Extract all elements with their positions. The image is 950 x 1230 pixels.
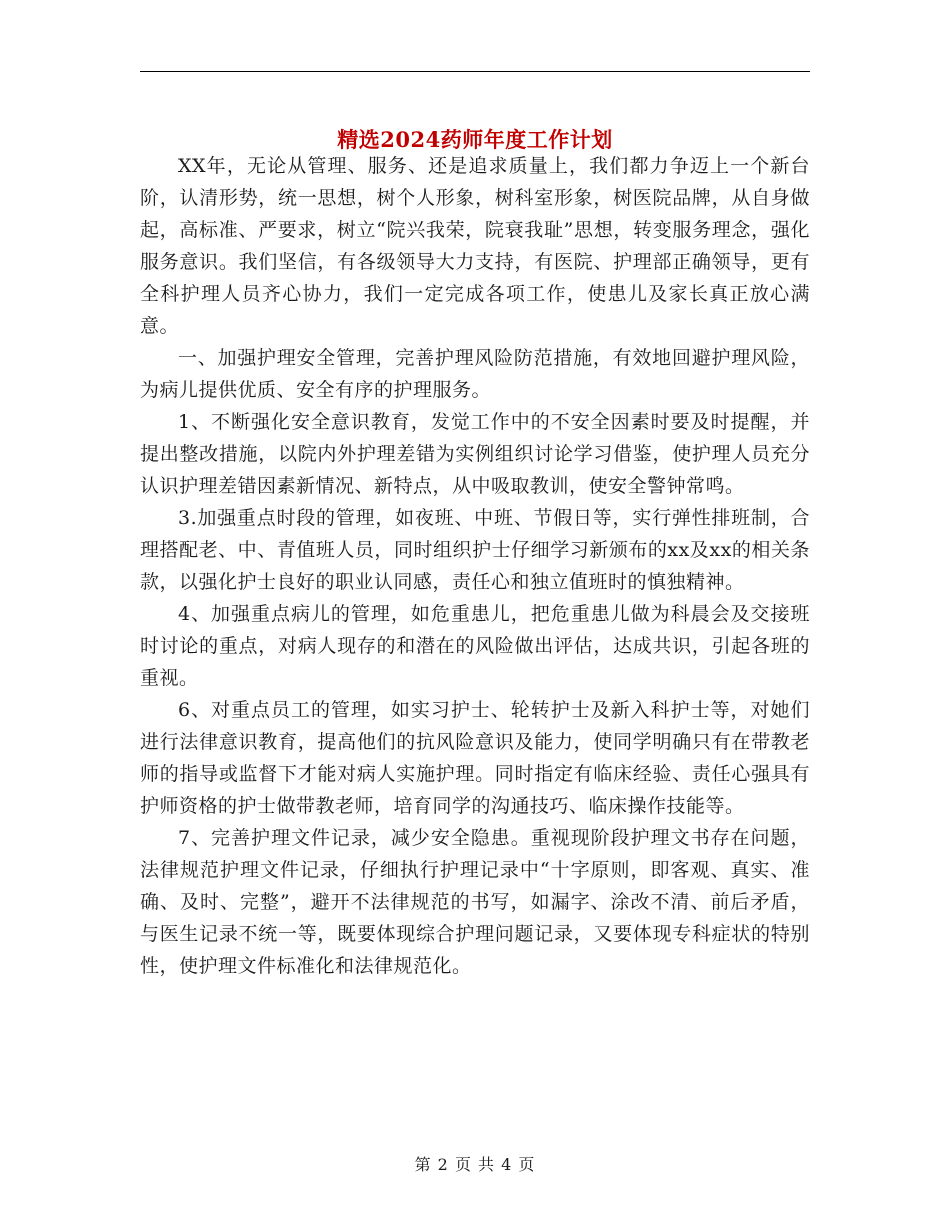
paragraph-intro: XX年，无论从管理、服务、还是追求质量上，我们都力争迈上一个新台阶，认清形势，统一思想，树个人形象，树科室形象，树医院品牌，从自身做起，高标准、严要求，树立“院兴我荣，院衰我耻”思想，转变服务理念，强化服务意识。我们坚信，有各级领导大力支持，有医院、护理部正确领导，更有全科护理人员齐心协力，我们一定完成各项工作，使患儿及家长真正放心满意。	[140, 155, 810, 337]
paragraph-item-6: 6、对重点员工的管理，如实习护士、轮转护士及新入科护士等，对她们进行法律意识教育，提高他们的抗风险意识及能力，使同学明确只有在带教老师的指导或监督下才能对病人实施护理。同时指定有临床经验、责任心强具有护师资格的护士做带教老师，培育同学的沟通技巧、临床操作技能等。	[140, 699, 810, 817]
paragraph-item-7: 7、完善护理文件记录，减少安全隐患。重视现阶段护理文书存在问题，法律规范护理文件记录，仔细执行护理记录中“十字原则，即客观、真实、准确、及时、完整”，避开不法律规范的书写，如漏字、涂改不清、前后矛盾，与医生记录不统一等，既要体现综合护理问题记录，又要体现专科症状的特别性，使护理文件标准化和法律规范化。	[140, 827, 810, 977]
header-rule	[140, 71, 810, 72]
document-title: 精选2024药师年度工作计划	[337, 127, 613, 153]
paragraph-item-3: 3.加强重点时段的管理，如夜班、中班、节假日等，实行弹性排班制，合理搭配老、中、青值班人员，同时组织护士仔细学习新颁布的xx及xx的相关条款，以强化护士良好的职业认同感，责任心和独立值班时的慎独精神。	[140, 507, 810, 593]
document-body	[140, 150, 810, 982]
paragraph-item-4: 4、加强重点病儿的管理，如危重患儿，把危重患儿做为科晨会及交接班时讨论的重点，对病人现存的和潜在的风险做出评估，达成共识，引起各班的重视。	[140, 603, 810, 689]
paragraph-item-1: 1、不断强化安全意识教育，发觉工作中的不安全因素时要及时提醒，并提出整改措施，以院内外护理差错为实例组织讨论学习借鉴，使护理人员充分认识护理差错因素新情况、新特点，从中吸取教训，使安全警钟常鸣。	[140, 411, 810, 497]
paragraph-section-1: 一、加强护理安全管理，完善护理风险防范措施，有效地回避护理风险，为病儿提供优质、安全有序的护理服务。	[140, 347, 810, 401]
page-number: 第 2 页 共 4 页	[414, 1155, 536, 1174]
